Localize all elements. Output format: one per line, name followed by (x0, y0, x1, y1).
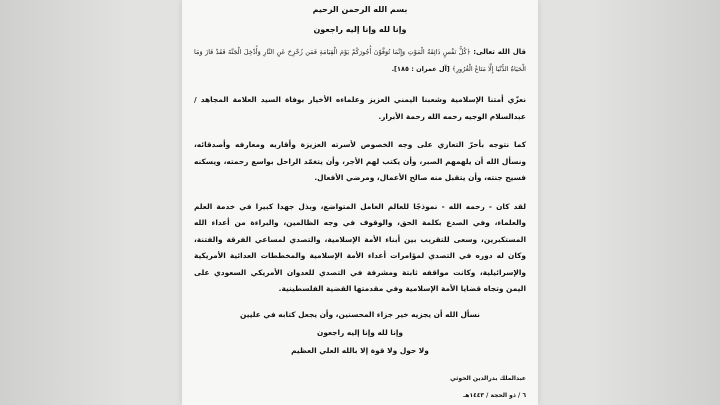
signature: عبدالملك بدرالدين الحوثي (450, 374, 526, 382)
inna-lillah-heading: وإنا لله وإنا إليه راجعون (313, 25, 407, 34)
closing-prayer: نسأل الله أن يجزيه خير جزاء المحسنين، وأن يجعل كتابه في عليين (240, 309, 480, 319)
hijri-date: ٦ / ذو الحجة / ١٤٤٣هـ (463, 391, 526, 399)
tribute-paragraph: لقد كان - رحمه الله - نموذجًا للعالم العامل المتواضع، وبذل جهدا كبيرا في خدمة العلم والعلماء، وفي الصدع بكلمة الحق، والوقوف في وجه الظالمين، والبراءة من أعداء الله المستكبرين، وسعى للتقريب بين أبناء الأمة الإسلامية، والتصدي لمساعي الفرقة والفتنة، وكان له دوره في التصدي لمؤامرات أعداء الأمة الإسلامية والمخططات العدائية الأمريكية والإسرائيلية، وكانت مواقفه ثابتة ومشرفة في التصدي للعدوان الأمريكي السعودي على اليمن وتجاه قضايا الأمة الإسلامية وفي مقدمتها القضية الفلسطينية. (194, 201, 526, 293)
verse-intro: قال الله تعالى: (473, 48, 526, 56)
verse-reference: [آل عمران : ١٨٥]. (391, 65, 450, 73)
document-page (182, 0, 538, 405)
family-condolence-paragraph: كما نتوجه بأحرّ التعازي على وجه الخصوص لأسرته العزيزة وأقاربه ومعارفه وأصدقائه، ونسأل الله أن يلهمهم الصبر، وأن يكتب لهم الأجر، وأن يتغمّد الراحل بواسع رحمته، ويسكنه فسيح جنته، وأن يتقبل منه صالح الأعمال، ومرضي الأفعال. (194, 140, 526, 182)
condolence-paragraph: نعزّي أمتنا الإسلامية وشعبنا اليمني العزيز وعلماءه الأخيار بوفاة السيد العلامة المجاهد / عبدالسلام الوجيه رحمه الله رحمة الأبرار. (194, 95, 526, 121)
basmala: بسم الله الرحمن الرحيم (312, 5, 408, 14)
verse-text: ﴿كُلُّ نَفْسٍ ذَائِقَةُ الْمَوْتِ وَإِنَّمَا تُوَفَّوْنَ أُجُورَكُمْ يَوْمَ الْقِيَامَةِ فَمَن زُحْزِحَ عَنِ النَّارِ وَأُدْخِلَ الْجَنَّةَ فَقَدْ فَازَ وَمَا الْحَيَاةُ الدُّنْيَا إِلَّا مَتَاعُ الْغُرُورِ﴾ (194, 48, 526, 73)
closing-inna-lillah: وإنا لله وإنا إليه راجعون (317, 327, 403, 337)
closing-hawqala: ولا حول ولا قوة إلا بالله العلي العظيم (291, 345, 429, 355)
quran-verse-block (194, 44, 526, 78)
